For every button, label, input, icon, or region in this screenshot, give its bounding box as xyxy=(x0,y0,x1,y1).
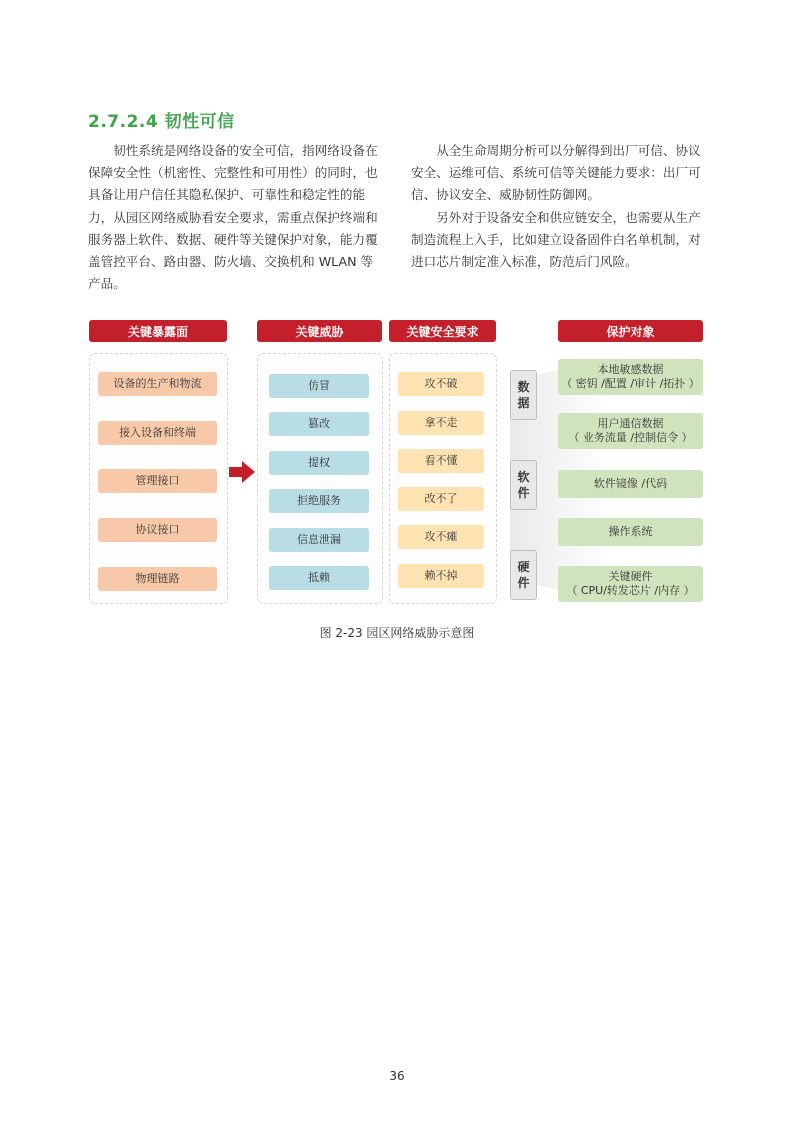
header-exposure: 关键暴露面 xyxy=(89,320,227,342)
right-arrow-icon xyxy=(229,461,255,483)
body-paragraph: 从全生命周期分析可以分解得到出厂可信、协议安全、运维可信、系统可信等关键能力要求：出厂可信、协议安全、威胁韧性防御网。 xyxy=(411,143,701,203)
header-objects: 保护对象 xyxy=(558,320,703,342)
exposure-item: 管理接口 xyxy=(98,469,217,493)
object-item: 操作系统 xyxy=(558,518,703,546)
requirement-item: 拿不走 xyxy=(398,411,484,435)
exposure-item: 物理链路 xyxy=(98,567,217,591)
object-item: 本地敏感数据 （ 密钥 /配置 /审计 /拓扑 ） xyxy=(558,359,703,395)
exposure-item: 设备的生产和物流 xyxy=(98,372,217,396)
requirement-item: 改不了 xyxy=(398,487,484,511)
threat-item: 抵赖 xyxy=(269,566,369,590)
body-paragraph: 另外对于设备安全和供应链安全，也需要从生产制造流程上入手，比如建立设备固件白名单机制，对进口芯片制定准入标准，防范后门风险。 xyxy=(411,209,701,270)
category-software: 软 件 xyxy=(510,460,537,510)
threat-item: 仿冒 xyxy=(269,374,369,398)
object-item: 用户通信数据 （ 业务流量 /控制信令 ） xyxy=(558,413,703,449)
threat-item: 提权 xyxy=(269,451,369,475)
header-threats: 关键威胁 xyxy=(257,320,382,342)
section-title: 2.7.2.4 韧性可信 xyxy=(88,112,235,132)
threat-item: 信息泄漏 xyxy=(269,528,369,552)
requirement-item: 攻不瘫 xyxy=(398,525,484,549)
category-data: 数 据 xyxy=(510,370,537,420)
body-right-column xyxy=(411,140,707,273)
page-number: 36 xyxy=(389,1069,405,1083)
exposure-item: 接入设备和终端 xyxy=(98,421,217,445)
requirement-item: 赖不掉 xyxy=(398,564,484,588)
requirement-item: 攻不破 xyxy=(398,372,484,396)
header-requirements: 关键安全要求 xyxy=(389,320,496,342)
figure-caption: 图 2-23 园区网络威胁示意图 xyxy=(319,626,475,640)
body-left-column xyxy=(88,140,384,295)
requirement-item: 看不懂 xyxy=(398,449,484,473)
body-paragraph: 韧性系统是网络设备的安全可信，指网络设备在保障安全性（机密性、完整性和可用性）的同时，也具备让用户信任其隐私保护、可靠性和稳定性的能力，从园区网络威胁看安全要求，需重点保护终端和服务器上软件、数据、硬件等关键保护对象，能力覆盖管控平台、路由器、防火墙、交换机和 WLAN 等产品。 xyxy=(88,143,378,292)
threat-item: 拒绝服务 xyxy=(269,489,369,513)
object-item: 软件镜像 /代码 xyxy=(558,470,703,498)
object-item: 关键硬件 （ CPU/转发芯片 /内存 ） xyxy=(558,566,703,602)
exposure-item: 协议接口 xyxy=(98,518,217,542)
category-hardware: 硬 件 xyxy=(510,550,537,600)
threat-item: 篡改 xyxy=(269,412,369,436)
